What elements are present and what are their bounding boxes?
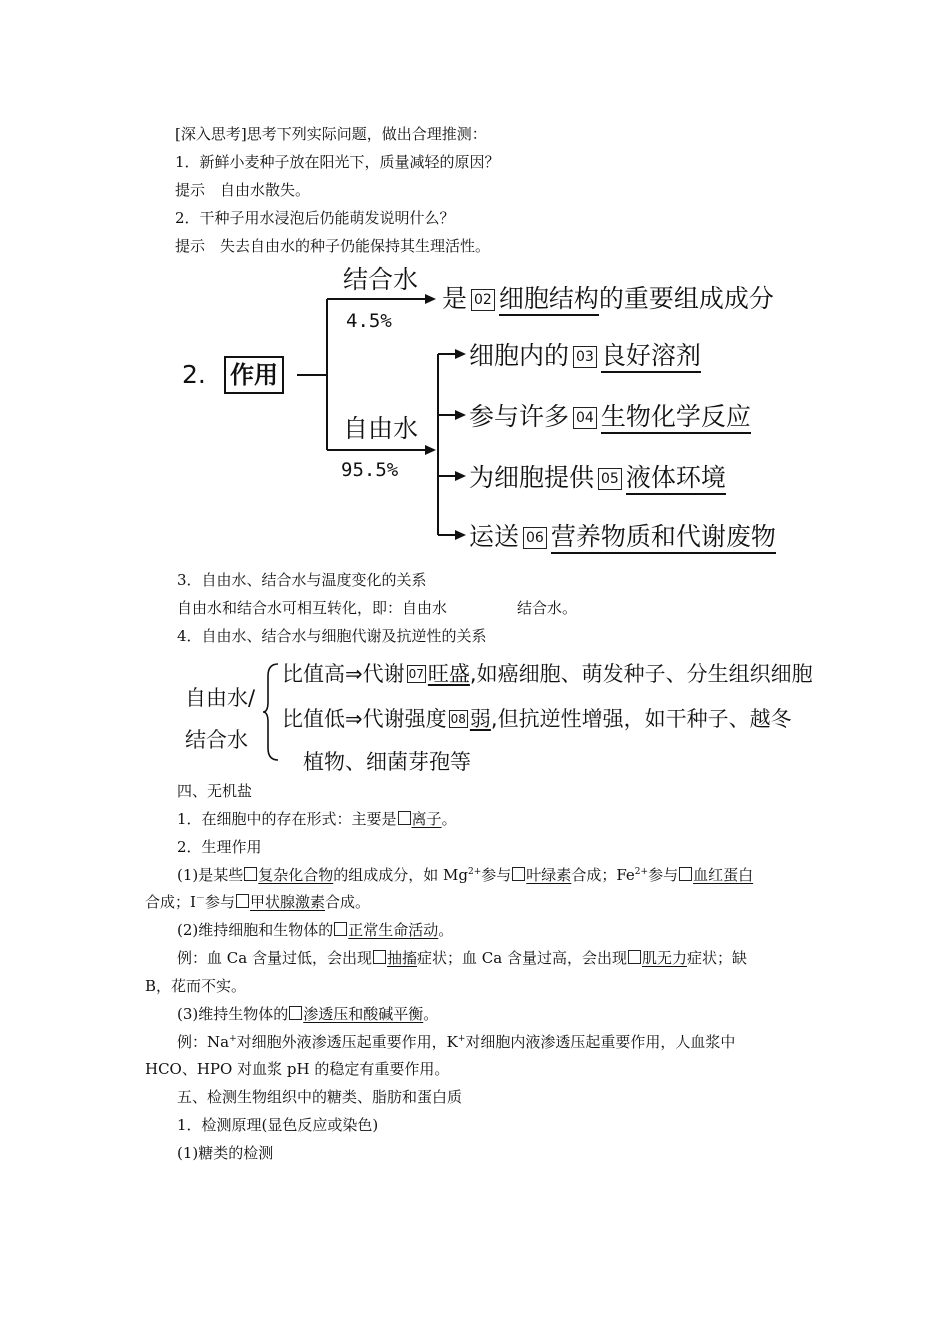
answer-box bbox=[334, 922, 347, 936]
ex1-answer-1: 抽搐 bbox=[386, 949, 417, 967]
detection-principle: 1．检测原理(显色反应或染色) bbox=[177, 1116, 379, 1134]
ex2-sup-2: + bbox=[457, 1034, 466, 1044]
answer-box bbox=[236, 894, 249, 908]
ex2-c: 对细胞内液渗透压起重要作用，人血浆中 bbox=[465, 1033, 736, 1051]
ratio-low-post: ,但抗逆性增强，如干种子、越冬 bbox=[490, 707, 792, 731]
f1-b: 的组成成分，如 Mg bbox=[333, 866, 468, 884]
ex1-b: 症状；血 Ca 含量过高，会出现 bbox=[416, 949, 627, 967]
water-function-diagram bbox=[180, 262, 840, 562]
section-3-text-b: 结合水。 bbox=[517, 599, 578, 617]
f3-answer: 渗透压和酸碱平衡 bbox=[303, 1005, 424, 1023]
bound-role-answer: 细胞结构 bbox=[499, 284, 599, 316]
ratio-low-row-cont: 植物、细菌芽孢等 bbox=[303, 750, 471, 774]
free-water-role-1 bbox=[469, 341, 701, 371]
ratio-low-answer: 弱 bbox=[469, 707, 491, 731]
ratio-high-row bbox=[282, 660, 813, 688]
answer-box bbox=[512, 867, 525, 881]
bound-role-pre: 是 bbox=[442, 284, 468, 313]
salt-example-2-line bbox=[177, 1032, 735, 1052]
salt-function-1-cont bbox=[145, 892, 370, 912]
ex2-a: 例：Na bbox=[177, 1033, 230, 1051]
answer-number-08: 08 bbox=[450, 712, 466, 726]
answer-number-05: 05 bbox=[598, 468, 622, 490]
ratio-low-row bbox=[282, 705, 792, 733]
answer-box bbox=[398, 811, 411, 825]
ratio-high-answer: 旺盛 bbox=[427, 662, 470, 686]
ex2-sup-1: + bbox=[229, 1034, 237, 1044]
section-4-heading: 4．自由水、结合水与细胞代谢及抗逆性的关系 bbox=[177, 627, 487, 645]
question-1: 1．新鲜小麦种子放在阳光下，质量减轻的原因？ bbox=[175, 153, 500, 171]
salt-form-line bbox=[177, 809, 457, 829]
salt-example-2-cont: HCO、HPO 对血浆 pH 的稳定有重要作用。 bbox=[145, 1060, 450, 1078]
bound-water-percent: 4.5% bbox=[346, 310, 392, 332]
role-2-answer: 生物化学反应 bbox=[601, 402, 751, 434]
f2-answer: 正常生命活动 bbox=[348, 921, 439, 939]
f1c-sup: － bbox=[195, 894, 205, 904]
ratio-high-post: ,如癌细胞、萌发种子、分生组织细胞 bbox=[469, 662, 813, 686]
answer-number-02: 02 bbox=[471, 289, 495, 311]
question-2: 2．干种子用水浸泡后仍能萌发说明什么？ bbox=[175, 209, 455, 227]
ratio-label-top: 自由水/ bbox=[185, 686, 256, 710]
ratio-high-pre: 比值高⇒代谢 bbox=[282, 662, 405, 686]
role-3-answer: 液体环境 bbox=[626, 463, 726, 495]
salt-form-answer: 离子 bbox=[411, 810, 442, 828]
free-water-role-2 bbox=[469, 402, 751, 432]
answer-box bbox=[679, 867, 692, 881]
f3-b: 。 bbox=[423, 1005, 439, 1023]
section-3-text bbox=[177, 598, 577, 618]
salt-form-pre: 1．在细胞中的存在形式：主要是 bbox=[177, 810, 397, 828]
answer-1: 提示 自由水散失。 bbox=[175, 181, 311, 199]
answer-number-04: 04 bbox=[573, 407, 597, 429]
free-water-label: 自由水 bbox=[343, 414, 419, 443]
f1c-a: 合成；I bbox=[145, 893, 196, 911]
salt-example-1-line bbox=[177, 948, 747, 968]
f1-c: 参与 bbox=[481, 866, 512, 884]
answer-box bbox=[628, 950, 641, 964]
answer-box bbox=[289, 1006, 302, 1020]
ratio-label-bottom: 结合水 bbox=[185, 728, 248, 752]
role-1-answer: 良好溶剂 bbox=[601, 341, 701, 373]
ratio-low-pre: 比值低⇒代谢强度 bbox=[282, 707, 447, 731]
section-3-heading: 3．自由水、结合水与温度变化的关系 bbox=[177, 571, 427, 589]
ex2-b: 对细胞外液渗透压起重要作用，K bbox=[236, 1033, 458, 1051]
answer-number-03: 03 bbox=[573, 346, 597, 368]
f3-a: (3)维持生物体的 bbox=[177, 1005, 289, 1023]
section-inorganic-salt: 四、无机盐 bbox=[177, 782, 253, 800]
section-5-heading: 五、检测生物组织中的糖类、脂肪和蛋白质 bbox=[177, 1088, 463, 1106]
f1-answer-1: 复杂化合物 bbox=[258, 866, 334, 884]
salt-function-3-line bbox=[177, 1004, 438, 1024]
bound-role-post: 的重要组成成分 bbox=[598, 284, 774, 313]
diagram-prefix: 2. bbox=[182, 360, 206, 389]
f1-answer-2: 叶绿素 bbox=[526, 866, 572, 884]
role-2-pre: 参与许多 bbox=[469, 402, 570, 431]
bound-water-role bbox=[442, 284, 774, 314]
f2-a: (2)维持细胞和生物体的 bbox=[177, 921, 334, 939]
salt-example-1-cont: B，花而不实。 bbox=[145, 977, 247, 995]
salt-function-2-line bbox=[177, 920, 453, 940]
role-4-answer: 营养物质和代谢废物 bbox=[551, 522, 776, 554]
f1-a: (1)是某些 bbox=[177, 866, 244, 884]
sugar-detection: (1)糖类的检测 bbox=[177, 1144, 274, 1162]
f2-b: 。 bbox=[438, 921, 454, 939]
role-3-pre: 为细胞提供 bbox=[469, 463, 595, 492]
think-heading: [深入思考]思考下列实际问题，做出合理推测： bbox=[175, 125, 487, 143]
free-water-percent: 95.5% bbox=[341, 459, 399, 481]
f1-d: 合成；Fe bbox=[571, 866, 635, 884]
f1-sup-1: 2+ bbox=[468, 867, 482, 877]
answer-number-06: 06 bbox=[523, 527, 547, 549]
salt-function-1-line bbox=[177, 865, 753, 885]
role-1-pre: 细胞内的 bbox=[469, 341, 570, 370]
f1c-c: 合成。 bbox=[324, 893, 370, 911]
answer-number-07: 07 bbox=[408, 667, 424, 681]
free-water-role-4 bbox=[469, 522, 776, 552]
ratio-brace bbox=[262, 662, 282, 762]
bound-water-label: 结合水 bbox=[343, 265, 419, 294]
f1-sup-2: 2+ bbox=[634, 867, 649, 877]
salt-form-post: 。 bbox=[441, 810, 457, 828]
function-box-label: 作用 bbox=[224, 356, 284, 394]
f1c-b: 参与 bbox=[204, 893, 235, 911]
free-water-role-3 bbox=[469, 463, 726, 493]
answer-2: 提示 失去自由水的种子仍能保持其生理活性。 bbox=[175, 237, 491, 255]
salt-function-heading: 2．生理作用 bbox=[177, 838, 262, 856]
f1-answer-3: 血红蛋白 bbox=[693, 866, 754, 884]
ex1-a: 例：血 Ca 含量过低，会出现 bbox=[177, 949, 372, 967]
ex1-c: 症状；缺 bbox=[686, 949, 747, 967]
answer-box bbox=[373, 950, 386, 964]
f1-e: 参与 bbox=[648, 866, 679, 884]
answer-box bbox=[244, 867, 257, 881]
section-3-text-a: 自由水和结合水可相互转化，即：自由水 bbox=[177, 599, 448, 617]
role-4-pre: 运送 bbox=[469, 522, 520, 551]
ex1-answer-2: 肌无力 bbox=[641, 949, 687, 967]
f1c-answer: 甲状腺激素 bbox=[249, 893, 325, 911]
